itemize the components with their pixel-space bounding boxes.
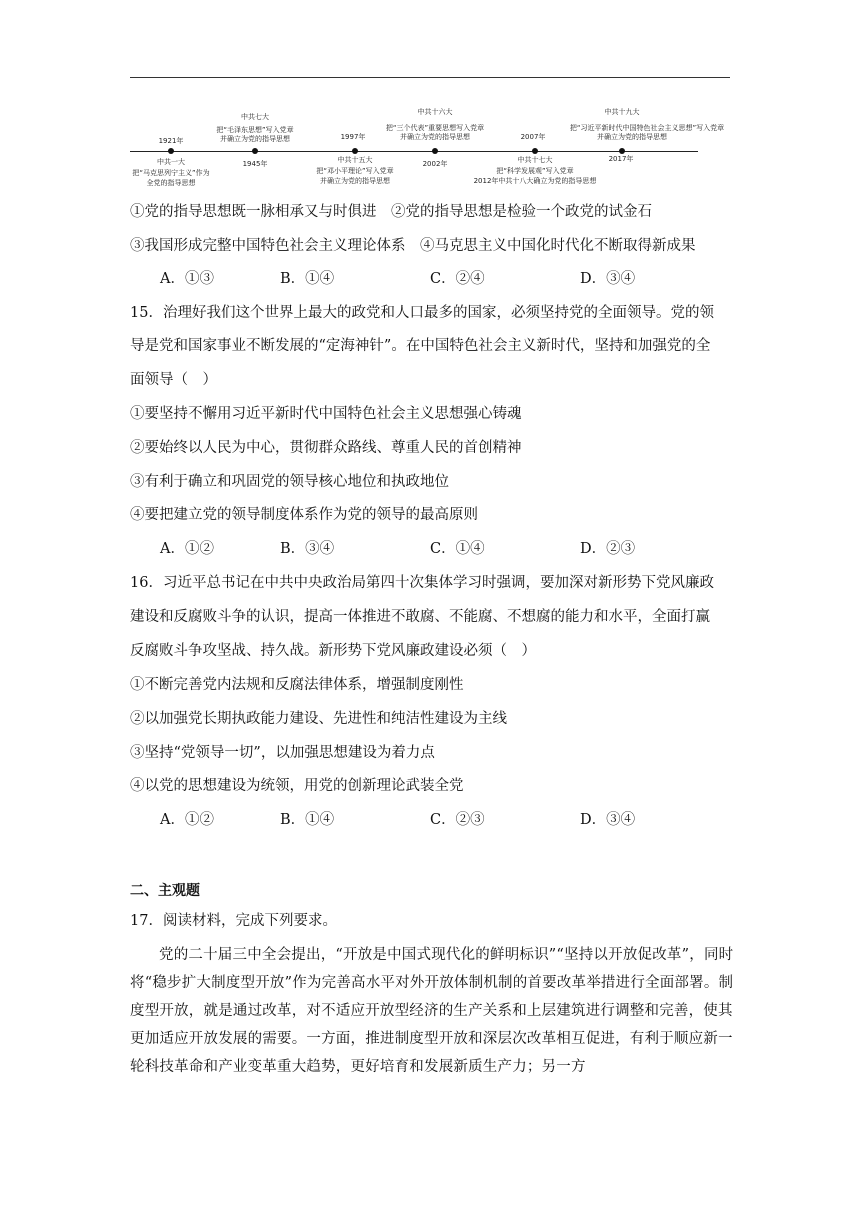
section-heading: 二、主观题	[130, 883, 200, 899]
q15-item-1: ①要坚持不懈用习近平新时代中国特色社会主义思想强心铸魂	[130, 406, 522, 422]
option-a[interactable]: A．①③	[160, 271, 214, 287]
q15-item-2: ②要始终以人民为中心，贯彻群众路线、尊重人民的首创精神	[130, 440, 522, 456]
timeline-event-desc: 把“三个代表”重要思想写入党章	[385, 124, 485, 132]
timeline-dot	[352, 148, 358, 154]
q14-statements-2: ③我国形成完整中国特色社会主义理论体系 ④马克思主义中国化时代化不断取得新成果	[130, 238, 696, 254]
option-b[interactable]: B．③④	[280, 541, 335, 557]
timeline-figure	[0, 0, 860, 200]
timeline-event-desc: 并确立为党的指导思想	[320, 177, 390, 185]
timeline-event-desc: 并确立为党的指导思想	[597, 133, 667, 141]
timeline-dot	[432, 148, 438, 154]
q16-item-2: ②以加强党长期执政能力建设、先进性和纯洁性建设为主线	[130, 711, 507, 727]
option-c[interactable]: C．①④	[430, 541, 485, 557]
timeline-dot	[532, 148, 538, 154]
timeline-year: 1921年	[158, 137, 184, 145]
timeline-axis	[130, 151, 698, 152]
timeline-event-name: 中共十五大	[337, 156, 373, 164]
timeline-year: 1945年	[242, 160, 268, 168]
q14-statements-1: ①党的指导思想既一脉相承又与时俱进 ②党的指导思想是检验一个政党的试金石	[130, 204, 652, 220]
q15-item-4: ④要把建立党的领导制度体系作为党的领导的最高原则	[130, 507, 478, 523]
option-c[interactable]: C．②③	[430, 812, 485, 828]
q16-item-3: ③坚持“党领导一切”，以加强思想建设为着力点	[130, 745, 435, 761]
option-d[interactable]: D．③④	[580, 271, 636, 287]
q15-stem-1: 15．治理好我们这个世界上最大的政党和人口最多的国家，必须坚持党的全面领导。党的领	[130, 305, 714, 321]
q16-stem-3: 反腐败斗争攻坚战、持久战。新形势下党风廉政建设必须（ ）	[130, 643, 536, 659]
q16-stem-2: 建设和反腐败斗争的认识，提高一体推进不敢腐、不能腐、不想腐的能力和水平，全面打赢	[130, 609, 710, 625]
timeline-event-name: 中共七大	[241, 113, 269, 121]
timeline-event-desc: 2012年中共十八大确立为党的指导思想	[473, 177, 597, 185]
q15-stem-3: 面领导（ ）	[130, 372, 217, 388]
timeline-dot	[252, 148, 258, 154]
q15-item-3: ③有利于确立和巩固党的领导核心地位和执政地位	[130, 474, 449, 490]
timeline-event-name: 中共十六大	[417, 108, 453, 116]
timeline-year: 1997年	[340, 133, 366, 141]
timeline-event-desc: 把“毛泽东思想”写入党章	[216, 126, 294, 134]
timeline-event-desc: 把“邓小平理论”写入党章	[316, 167, 394, 175]
timeline-event-desc: 并确立为党的指导思想	[400, 133, 470, 141]
timeline-year: 2017年	[608, 155, 634, 163]
timeline-dot	[168, 148, 174, 154]
q17-material-paragraph: 党的二十届三中全会提出，“开放是中国式现代化的鲜明标识”“坚持以开放促改革”，同时将“稳步扩大制度型开放”作为完善高水平对外开放体制机制的首要改革举措进行全面部署。制度型开放，就是通过改革，对不适应开放型经济的生产关系和上层建筑进行调整和完善，使其更加适应开放发展的需要。一方面，推进制度型开放和深层次改革相互促进，有利于顺应新一轮科技革命和产业变革重大趋势，更好培育和发展新质生产力；另一方	[130, 947, 734, 1075]
timeline-dot	[619, 148, 625, 154]
timeline-event-desc: 全党的指导思想	[146, 179, 196, 187]
q16-item-4: ④以党的思想建设为统领，用党的创新理论武装全党	[130, 778, 464, 794]
timeline-event-name: 中共十七大	[517, 156, 553, 164]
q17-stem: 17．阅读材料，完成下列要求。	[130, 913, 337, 929]
timeline-event-desc: 把“科学发展观”写入党章	[496, 167, 574, 175]
option-b[interactable]: B．①④	[280, 271, 335, 287]
option-c[interactable]: C．②④	[430, 271, 485, 287]
timeline-event-name: 中共一大	[157, 158, 185, 166]
q16-item-1: ①不断完善党内法规和反腐法律体系，增强制度刚性	[130, 677, 464, 693]
option-a[interactable]: A．①②	[160, 541, 214, 557]
timeline-event-desc: 并确立为党的指导思想	[220, 135, 290, 143]
option-d[interactable]: D．③④	[580, 812, 636, 828]
q15-stem-2: 导是党和国家事业不断发展的“定海神针”。在中国特色社会主义新时代，坚持和加强党的全	[130, 338, 711, 354]
q16-stem-1: 16．习近平总书记在中共中央政治局第四十次集体学习时强调，要加深对新形势下党风廉政	[130, 575, 714, 591]
option-a[interactable]: A．①②	[160, 812, 214, 828]
timeline-event-desc: 把“习近平新时代中国特色社会主义思想”写入党章	[569, 124, 725, 132]
option-d[interactable]: D．②③	[580, 541, 636, 557]
timeline-event-name: 中共十九大	[604, 108, 640, 116]
timeline-year: 2007年	[520, 133, 546, 141]
option-b[interactable]: B．①④	[280, 812, 335, 828]
timeline-event-desc: 把“马克思列宁主义”作为	[132, 169, 210, 177]
timeline-year: 2002年	[422, 160, 448, 168]
